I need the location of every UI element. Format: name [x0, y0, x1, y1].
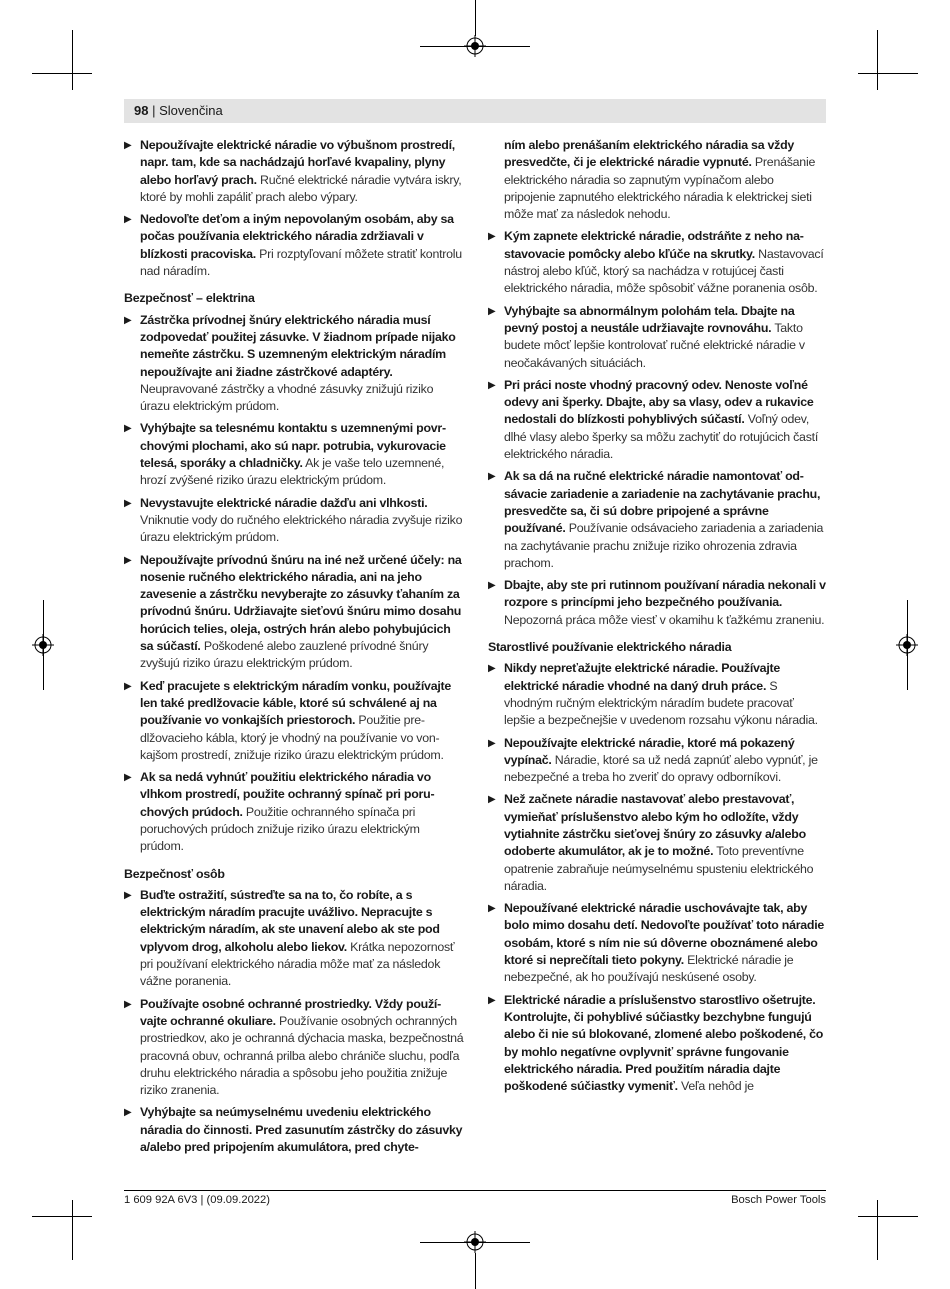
- list-item: [488, 660, 826, 729]
- item-bold-text: Vyhýbajte sa abnormálnym polohám tela. Dbajte na pevný postoj a neustále udržiavajte rovnováhu.: [504, 303, 795, 335]
- list-item: [488, 303, 826, 372]
- tool-use-list: [488, 660, 826, 1095]
- crop-mark: [420, 1242, 530, 1243]
- list-item: [488, 468, 826, 572]
- item-regular-text: Nastavovací nástroj alebo kľúč, ktorý sa nachádza v rotujúcej časti elektrického náradia, môže spôsobiť vážne poranenia osôb.: [504, 246, 824, 296]
- crop-mark: [877, 30, 878, 90]
- item-regular-text: Používanie osobných ochranných prostriedkov, ako je ochranná dýchacia maska, bezpečnostná pracovná obuv, ochranná prilba alebo chrániče sluchu, podľa druhu elektrického náradia a spôsobu jeho použitia znižuje riziko zranenia.: [140, 1013, 464, 1098]
- item-regular-text: Pri rozptyľovaní môžete stratiť kontrolu nad náradím.: [140, 246, 462, 279]
- item-bold-text: Než začnete náradie nastavovať alebo prestavovať, vymieňať príslušenstvo alebo kým ho odložíte, vždy vytiahnite zástrčku sieťovej šnúry zo zásuvky a/alebo odoberte akumulátor, ak je to možné.: [504, 792, 806, 859]
- bullet-arrow-icon: ▶: [488, 580, 496, 592]
- list-item: [124, 211, 464, 280]
- personal-safety-list-continued: [488, 228, 826, 629]
- continued-paragraph: [488, 137, 826, 223]
- bullet-arrow-icon: ▶: [124, 423, 132, 435]
- bullet-arrow-icon: ▶: [488, 794, 496, 806]
- continued-regular-text: Prenášanie elektrického náradia so zapnutým vypínačom alebo pripojenie zapnutého elektrického náradia k elektrickej sieti môže mať za následok nehodu.: [504, 155, 816, 222]
- bullet-arrow-icon: ▶: [124, 214, 132, 226]
- page-footer: [124, 1190, 826, 1206]
- bullet-arrow-icon: ▶: [124, 772, 132, 784]
- list-item: [488, 900, 826, 986]
- item-bold-text: Nedovoľte deťom a iným nepovolaným osobám, aby sa počas používania elektrického náradia zdržiavali v blízkosti pracoviska.: [140, 212, 454, 261]
- item-regular-text: Ak je vaše telo uzemnené, hrozí zvýšené riziko úrazu elektrickým prúdom.: [140, 456, 445, 488]
- crop-mark: [907, 600, 908, 690]
- bullet-arrow-icon: ▶: [488, 903, 496, 915]
- item-bold-text: Vyhýbajte sa telesnému kontaktu s uzemnenými povrchovými plochami, ako sú napr. potrubia, vykurovacie telesá, sporáky a chladničky.: [140, 421, 447, 471]
- right-column: [488, 137, 826, 1100]
- item-bold-text: Používajte osobné ochranné prostriedky. Vždy používajte ochranné okuliare.: [140, 996, 442, 1028]
- crop-mark: [72, 30, 73, 90]
- list-item: [124, 420, 464, 489]
- item-bold-text: Ak sa nedá vyhnúť použitiu elektrického náradia vo vlhkom prostredí, použite ochranný spínač pri poruchových prúdoch.: [140, 770, 435, 819]
- item-bold-text: Keď pracujete s elektrickým náradím vonku, používajte len také predlžovacie káble, ktoré sú schválené aj na používanie vo vonkajších priestoroch.: [140, 678, 452, 728]
- footer-brand: Bosch Power Tools: [731, 1194, 826, 1206]
- crop-mark: [858, 1216, 918, 1217]
- section-heading-electrical: Bezpečnosť – elektrina: [124, 291, 255, 306]
- bullet-arrow-icon: ▶: [124, 998, 132, 1010]
- list-item: [124, 495, 464, 547]
- item-regular-text: Neupravované zástrčky a vhodné zásuvky znižujú riziko úrazu elektrickým prúdom.: [140, 381, 434, 414]
- bullet-arrow-icon: ▶: [488, 737, 496, 749]
- list-item: [488, 577, 826, 629]
- crop-mark: [32, 1216, 92, 1217]
- bullet-arrow-icon: ▶: [488, 663, 496, 675]
- bullet-arrow-icon: ▶: [124, 554, 132, 566]
- item-regular-text: Používanie odsávacieho zariadenia a zariadenia na zachytávanie prachu znižuje riziko ohrozenia zdravia prachom.: [504, 521, 824, 570]
- bullet-arrow-icon: ▶: [488, 379, 496, 391]
- crop-mark: [877, 1200, 878, 1260]
- page-number: 98: [134, 103, 149, 118]
- list-item: [488, 377, 826, 463]
- item-regular-text: Ručné elektrické náradie vytvára iskry, ktoré by mohli zapáliť prach alebo výpary.: [140, 172, 462, 204]
- page-header-text: [134, 103, 223, 118]
- bullet-arrow-icon: ▶: [124, 314, 132, 326]
- item-bold-text: Nikdy nepreťažujte elektrické náradie. Používajte elektrické náradie vhodné na daný druh práce.: [504, 661, 781, 693]
- item-regular-text: S vhodným ručným elektrickým náradím budete pracovať lepšie a bezpečnejšie v uvedenom rozsahu výkonu náradia.: [504, 678, 818, 728]
- item-regular-text: Elektrické náradie je nebezpečné, ak ho používajú neskúsené osoby.: [504, 953, 794, 985]
- personal-safety-list: [124, 887, 464, 1156]
- bullet-arrow-icon: ▶: [124, 680, 132, 692]
- list-item: [124, 312, 464, 416]
- section-heading-personal: Bezpečnosť osôb: [124, 866, 225, 881]
- crop-mark: [858, 73, 918, 74]
- item-regular-text: Krátka nepozornosť pri používaní elektrického náradia môže mať za následok vážne poranenia.: [140, 939, 455, 989]
- list-item: [124, 996, 464, 1100]
- item-bold-text: Pri práci noste vhodný pracovný odev. Nenoste voľné odevy ani šperky. Dbajte, aby sa vlasy, odev a rukavice nedostali do blízkosti pohyblivých súčastí.: [504, 377, 814, 427]
- item-regular-text: Použitie ochranného spínača pri poruchových prúdoch znižuje riziko úrazu elektrickým prúdom.: [140, 804, 420, 854]
- bullet-arrow-icon: ▶: [124, 497, 132, 509]
- crop-mark: [475, 0, 476, 36]
- item-regular-text: Toto preventívne opatrenie zabraňuje neúmyselnému spusteniu elektrického náradia.: [504, 844, 814, 893]
- list-item: [124, 887, 464, 991]
- bullet-arrow-icon: ▶: [488, 231, 496, 243]
- item-bold-text: Zástrčka prívodnej šnúry elektrického náradia musí zodpovedať použitej zásuvke. V žiadnom prípade nijako nemeňte zástrčku. S uzemneným elektrickým náradím nepoužívajte ani žiadne zástrčkové adaptéry.: [140, 312, 456, 379]
- electrical-safety-list: [124, 312, 464, 856]
- continued-bold-text: ním alebo prenášaním elektrického náradia sa vždy presvedčte, či je elektrické náradie vypnuté.: [504, 138, 795, 170]
- list-item: [124, 678, 464, 764]
- intro-list: [124, 137, 464, 280]
- crop-mark: [420, 46, 530, 47]
- item-regular-text: Použitie predlžovacieho kábla, ktorý je vhodný na používanie vo vonkajšom prostredí, znižuje riziko úrazu elektrickým prúdom.: [140, 713, 444, 762]
- bullet-arrow-icon: ▶: [124, 140, 132, 151]
- item-regular-text: Nepozorná práca môže viesť v okamihu k ťažkému zraneniu.: [504, 612, 825, 627]
- list-item: [488, 992, 826, 1096]
- list-item: [124, 552, 464, 673]
- item-regular-text: Poškodené alebo zauzlené prívodné šnúry zvyšujú riziko úrazu elektrickým prúdom.: [140, 639, 429, 671]
- bullet-arrow-icon: ▶: [488, 471, 496, 483]
- item-bold-text: Nepoužívané elektrické náradie uschovávajte tak, aby bolo mimo dosahu detí. Nedovoľte používať toto náradie osobám, ktoré s ním nie sú dôverne oboznámené alebo ktoré si neprečítali tieto pokyny.: [504, 901, 825, 968]
- bullet-arrow-icon: ▶: [124, 889, 132, 901]
- crop-mark: [72, 1200, 73, 1260]
- bullet-arrow-icon: ▶: [488, 305, 496, 317]
- crop-mark: [43, 600, 44, 690]
- list-item: [488, 791, 826, 895]
- crop-mark: [475, 1253, 476, 1289]
- left-column: [124, 137, 464, 1161]
- item-bold-text: Dbajte, aby ste pri rutinnom používaní náradia nekonali v rozpore s princípmi jeho bezpečného používania.: [504, 578, 826, 610]
- header-separator: |: [152, 103, 156, 118]
- list-item: [124, 137, 464, 206]
- list-item: [488, 228, 826, 297]
- item-bold-text: Buďte ostražití, sústreďte sa na to, čo robíte, a s elektrickým náradím pracujte uvážlivo. Nepracujte s elektrickým náradím, ak ste unavení alebo ak ste pod vplyvom drog, alkoholu alebo liekov.: [140, 887, 440, 954]
- item-regular-text: Takto budete môcť lepšie kontrolovať ručné elektrické náradie v neočakávaných situáciách.: [504, 320, 805, 370]
- item-regular-text: Náradie, ktoré sa už nedá zapnúť alebo vypnúť, je nebezpečné a treba ho zveriť do opravy odborníkovi.: [504, 752, 818, 785]
- list-item: [488, 735, 826, 787]
- header-language: Slovenčina: [159, 103, 223, 118]
- item-bold-text: Nepoužívajte elektrické náradie vo výbušnom prostredí, napr. tam, kde sa nachádzajú horľavé kvapaliny, plyny alebo horľavý prach.: [140, 138, 455, 187]
- item-bold-text: Vyhýbajte sa neúmyselnému uvedeniu elektrického náradia do činnosti. Pred zasunutím zástrčky do zásuvky a/alebo pred pripojením akumulátora, pred chyte-: [140, 1105, 463, 1155]
- crop-mark: [32, 73, 92, 74]
- list-item: [124, 769, 464, 855]
- item-bold-text: Ak sa dá na ručné elektrické náradie namontovať odsávacie zariadenie a zariadenie na zachytávanie prachu, presvedčte sa, či sú dobre pripojené a správne používané.: [504, 469, 821, 536]
- item-bold-text: Nevystavujte elektrické náradie dažďu ani vlhkosti.: [140, 495, 428, 510]
- item-regular-text: Voľný odev, dlhé vlasy alebo šperky sa môžu zachytiť do rotujúcich častí elektrického náradia.: [504, 412, 819, 462]
- item-bold-text: Elektrické náradie a príslušenstvo starostlivo ošetrujte. Kontrolujte, či pohyblivé súčiastky bezchybne fungujú alebo či nie sú blokované, zlomené alebo poškodené, čo by mohlo negatívne ovplyvniť správne fungovanie elektrického náradia. Pred použitím náradia dajte poškodené súčiastky vymeniť.: [504, 992, 824, 1094]
- page-header: [124, 99, 826, 123]
- section-heading-tool-use: Starostlivé používanie elektrického náradia: [488, 640, 732, 655]
- item-bold-text: Nepoužívajte elektrické náradie, ktoré má pokazený vypínač.: [504, 735, 795, 767]
- list-item: [124, 1104, 464, 1156]
- footer-doc-id: 1 609 92A 6V3 | (09.09.2022): [124, 1194, 270, 1206]
- bullet-arrow-icon: ▶: [124, 1107, 132, 1119]
- item-bold-text: Kým zapnete elektrické náradie, odstráňte z neho nastavovacie pomôcky alebo kľúče na skrutky.: [504, 229, 804, 261]
- item-regular-text: Vniknutie vody do ručného elektrického náradia zvyšuje riziko úrazu elektrickým prúdom.: [140, 512, 463, 545]
- bullet-arrow-icon: ▶: [488, 994, 496, 1006]
- item-regular-text: Veľa nehôd je: [677, 1079, 754, 1094]
- item-bold-text: Nepoužívajte prívodnú šnúru na iné než určené účely: na nosenie ručného elektrického náradia, ani na jeho zavesenie a zástrčku nevyberajte zo zásuvky ťahaním za prívodnú šnúru. Udržiavajte sieťovú šnúru mimo dosahu horúcich telies, oleja, ostrých hrán alebo pohybujúcich sa súčastí.: [140, 552, 462, 654]
